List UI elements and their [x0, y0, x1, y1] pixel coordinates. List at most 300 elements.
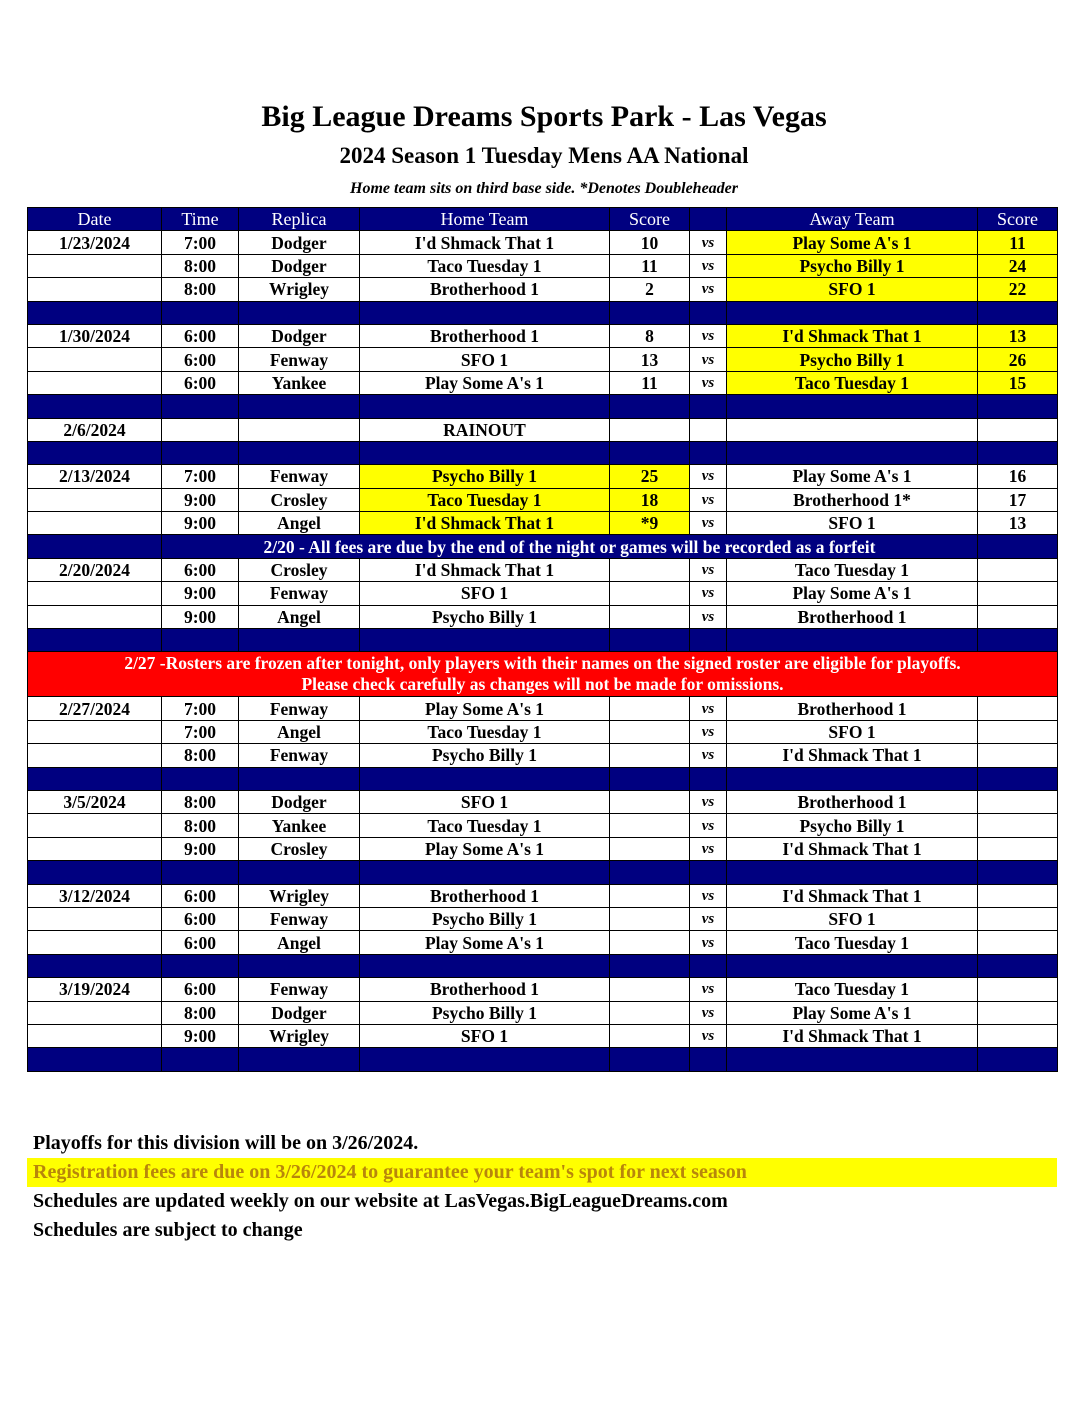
- away-team-cell: Taco Tuesday 1: [727, 931, 978, 954]
- col-replica: Replica: [239, 208, 360, 231]
- home-score-cell: *9: [610, 512, 690, 535]
- replica-cell: Fenway: [239, 697, 360, 720]
- replica-cell: Wrigley: [239, 884, 360, 907]
- away-score-cell: [978, 1001, 1058, 1024]
- away-score-cell: 15: [978, 371, 1058, 394]
- date-cell: [28, 1024, 162, 1047]
- home-team-cell: SFO 1: [360, 582, 610, 605]
- separator-cell: [360, 395, 610, 418]
- away-team-cell: Psycho Billy 1: [727, 348, 978, 371]
- time-cell: 6:00: [162, 978, 239, 1001]
- game-row: [28, 231, 1058, 254]
- vs-cell: vs: [690, 324, 727, 347]
- game-row: [28, 837, 1058, 860]
- date-cell: [28, 582, 162, 605]
- separator-cell: [28, 954, 162, 977]
- time-cell: 8:00: [162, 790, 239, 813]
- vs-cell: vs: [690, 1001, 727, 1024]
- header-row: [28, 208, 1058, 231]
- banner-spacer: [978, 535, 1058, 558]
- vs-cell: vs: [690, 978, 727, 1001]
- game-row: [28, 1024, 1058, 1047]
- game-row: [28, 324, 1058, 347]
- date-cell: [28, 605, 162, 628]
- separator-cell: [162, 395, 239, 418]
- away-score-cell: [978, 1024, 1058, 1047]
- separator-cell: [28, 395, 162, 418]
- separator-cell: [360, 441, 610, 464]
- home-team-cell: I'd Shmack That 1: [360, 558, 610, 581]
- away-score-cell: 26: [978, 348, 1058, 371]
- home-team-cell: Play Some A's 1: [360, 837, 610, 860]
- game-row: [28, 697, 1058, 720]
- vs-cell: vs: [690, 231, 727, 254]
- time-cell: 6:00: [162, 907, 239, 930]
- replica-cell: Fenway: [239, 348, 360, 371]
- game-row: [28, 418, 1058, 441]
- time-cell: 8:00: [162, 1001, 239, 1024]
- separator-cell: [610, 861, 690, 884]
- replica-cell: Dodger: [239, 324, 360, 347]
- time-cell: 9:00: [162, 1024, 239, 1047]
- separator-row: [28, 861, 1058, 884]
- separator-cell: [360, 629, 610, 652]
- home-score-cell: [610, 907, 690, 930]
- time-cell: 9:00: [162, 605, 239, 628]
- away-team-cell: SFO 1: [727, 907, 978, 930]
- away-team-cell: Play Some A's 1: [727, 582, 978, 605]
- game-row: [28, 720, 1058, 743]
- game-row: [28, 978, 1058, 1001]
- replica-cell: Dodger: [239, 231, 360, 254]
- away-score-cell: 22: [978, 278, 1058, 301]
- game-row: [28, 605, 1058, 628]
- time-cell: 8:00: [162, 254, 239, 277]
- replica-cell: Angel: [239, 605, 360, 628]
- replica-cell: Crosley: [239, 558, 360, 581]
- away-score-cell: [978, 697, 1058, 720]
- separator-cell: [162, 301, 239, 324]
- separator-row: [28, 301, 1058, 324]
- replica-cell: Fenway: [239, 978, 360, 1001]
- vs-cell: vs: [690, 348, 727, 371]
- separator-cell: [610, 629, 690, 652]
- separator-cell: [162, 767, 239, 790]
- separator-cell: [239, 629, 360, 652]
- home-score-cell: 2: [610, 278, 690, 301]
- time-cell: 6:00: [162, 348, 239, 371]
- home-team-cell: Psycho Billy 1: [360, 605, 610, 628]
- separator-row: [28, 954, 1058, 977]
- away-score-cell: [978, 931, 1058, 954]
- time-cell: 9:00: [162, 488, 239, 511]
- game-row: [28, 348, 1058, 371]
- home-team-cell: Brotherhood 1: [360, 884, 610, 907]
- separator-row: [28, 767, 1058, 790]
- fee-banner-row: [28, 535, 1058, 558]
- away-team-cell: Taco Tuesday 1: [727, 371, 978, 394]
- date-cell: 2/20/2024: [28, 558, 162, 581]
- away-score-cell: [978, 558, 1058, 581]
- game-row: [28, 465, 1058, 488]
- away-score-cell: [978, 418, 1058, 441]
- separator-cell: [162, 441, 239, 464]
- vs-cell: vs: [690, 1024, 727, 1047]
- separator-cell: [978, 301, 1058, 324]
- game-row: [28, 744, 1058, 767]
- separator-cell: [690, 954, 727, 977]
- time-cell: 7:00: [162, 231, 239, 254]
- separator-cell: [360, 767, 610, 790]
- home-score-cell: [610, 1024, 690, 1047]
- away-score-cell: [978, 837, 1058, 860]
- separator-cell: [978, 395, 1058, 418]
- separator-cell: [978, 1048, 1058, 1071]
- home-team-cell: Psycho Billy 1: [360, 744, 610, 767]
- home-score-cell: [610, 884, 690, 907]
- separator-cell: [727, 954, 978, 977]
- home-score-cell: [610, 790, 690, 813]
- vs-cell: vs: [690, 931, 727, 954]
- time-cell: [162, 418, 239, 441]
- home-team-cell: SFO 1: [360, 1024, 610, 1047]
- game-row: [28, 814, 1058, 837]
- date-cell: 3/12/2024: [28, 884, 162, 907]
- home-score-cell: 13: [610, 348, 690, 371]
- home-team-cell: Play Some A's 1: [360, 931, 610, 954]
- vs-cell: vs: [690, 884, 727, 907]
- replica-cell: Crosley: [239, 837, 360, 860]
- time-cell: 6:00: [162, 558, 239, 581]
- away-team-cell: I'd Shmack That 1: [727, 324, 978, 347]
- game-row: [28, 1001, 1058, 1024]
- vs-cell: vs: [690, 790, 727, 813]
- home-team-cell: SFO 1: [360, 790, 610, 813]
- time-cell: 8:00: [162, 744, 239, 767]
- separator-cell: [727, 1048, 978, 1071]
- separator-cell: [239, 395, 360, 418]
- home-team-cell: Brotherhood 1: [360, 978, 610, 1001]
- replica-cell: Dodger: [239, 790, 360, 813]
- vs-cell: vs: [690, 837, 727, 860]
- away-score-cell: [978, 978, 1058, 1001]
- separator-cell: [978, 441, 1058, 464]
- away-team-cell: Play Some A's 1: [727, 1001, 978, 1024]
- replica-cell: Wrigley: [239, 278, 360, 301]
- separator-cell: [28, 1048, 162, 1071]
- separator-cell: [28, 441, 162, 464]
- home-team-cell: Play Some A's 1: [360, 371, 610, 394]
- replica-cell: Angel: [239, 720, 360, 743]
- away-score-cell: 24: [978, 254, 1058, 277]
- separator-row: [28, 441, 1058, 464]
- replica-cell: Fenway: [239, 744, 360, 767]
- playoffs-note: Playoffs for this division will be on 3/26/2024.: [33, 1132, 419, 1154]
- home-score-cell: [610, 1001, 690, 1024]
- away-score-cell: [978, 605, 1058, 628]
- home-score-cell: 11: [610, 254, 690, 277]
- vs-cell: vs: [690, 488, 727, 511]
- date-cell: 2/27/2024: [28, 697, 162, 720]
- game-row: [28, 884, 1058, 907]
- away-score-cell: 13: [978, 324, 1058, 347]
- time-cell: 7:00: [162, 697, 239, 720]
- away-team-cell: Taco Tuesday 1: [727, 978, 978, 1001]
- separator-cell: [690, 1048, 727, 1071]
- home-score-cell: [610, 582, 690, 605]
- separator-cell: [727, 629, 978, 652]
- away-team-cell: Brotherhood 1*: [727, 488, 978, 511]
- time-cell: 9:00: [162, 512, 239, 535]
- time-cell: 6:00: [162, 884, 239, 907]
- date-cell: [28, 348, 162, 371]
- away-team-cell: I'd Shmack That 1: [727, 1024, 978, 1047]
- roster-notice-line-1: 2/27 -Rosters are frozen after tonight, only players with their names on the signed roster are eligible for playoffs.: [124, 653, 961, 674]
- away-score-cell: [978, 907, 1058, 930]
- col-vs: [690, 208, 727, 231]
- vs-cell: vs: [690, 814, 727, 837]
- away-team-cell: Taco Tuesday 1: [727, 558, 978, 581]
- away-score-cell: [978, 884, 1058, 907]
- date-cell: 3/19/2024: [28, 978, 162, 1001]
- away-team-cell: Psycho Billy 1: [727, 814, 978, 837]
- col-home-score: Score: [610, 208, 690, 231]
- game-row: [28, 278, 1058, 301]
- away-score-cell: [978, 744, 1058, 767]
- replica-cell: Crosley: [239, 488, 360, 511]
- home-team-cell: SFO 1: [360, 348, 610, 371]
- vs-cell: vs: [690, 582, 727, 605]
- time-cell: 8:00: [162, 814, 239, 837]
- registration-note: Registration fees are due on 3/26/2024 to guarantee your team's spot for next season: [27, 1158, 1057, 1187]
- vs-cell: vs: [690, 512, 727, 535]
- separator-row: [28, 1048, 1058, 1071]
- home-score-cell: 18: [610, 488, 690, 511]
- date-cell: [28, 931, 162, 954]
- away-team-cell: Brotherhood 1: [727, 605, 978, 628]
- date-cell: 2/13/2024: [28, 465, 162, 488]
- time-cell: 7:00: [162, 720, 239, 743]
- separator-cell: [239, 1048, 360, 1071]
- vs-cell: vs: [690, 744, 727, 767]
- home-team-cell: Brotherhood 1: [360, 324, 610, 347]
- replica-cell: Yankee: [239, 371, 360, 394]
- page-title: Big League Dreams Sports Park - Las Vegas: [261, 100, 827, 133]
- home-team-cell: Taco Tuesday 1: [360, 814, 610, 837]
- separator-cell: [239, 301, 360, 324]
- home-team-cell: Taco Tuesday 1: [360, 488, 610, 511]
- vs-cell: vs: [690, 558, 727, 581]
- away-team-cell: I'd Shmack That 1: [727, 837, 978, 860]
- away-team-cell: Brotherhood 1: [727, 697, 978, 720]
- away-score-cell: [978, 790, 1058, 813]
- separator-cell: [162, 954, 239, 977]
- game-row: [28, 371, 1058, 394]
- vs-cell: vs: [690, 907, 727, 930]
- away-score-cell: [978, 582, 1058, 605]
- away-score-cell: 17: [978, 488, 1058, 511]
- away-team-cell: I'd Shmack That 1: [727, 744, 978, 767]
- col-away-score: Score: [978, 208, 1058, 231]
- home-team-cell: Psycho Billy 1: [360, 1001, 610, 1024]
- col-home-team: Home Team: [360, 208, 610, 231]
- separator-cell: [239, 861, 360, 884]
- game-row: [28, 582, 1058, 605]
- away-team-cell: SFO 1: [727, 278, 978, 301]
- col-time: Time: [162, 208, 239, 231]
- home-score-cell: [610, 697, 690, 720]
- roster-notice-row: [28, 652, 1058, 697]
- separator-cell: [727, 301, 978, 324]
- game-row: [28, 931, 1058, 954]
- game-row: [28, 558, 1058, 581]
- date-cell: [28, 837, 162, 860]
- separator-cell: [978, 767, 1058, 790]
- separator-cell: [610, 441, 690, 464]
- away-team-cell: [727, 418, 978, 441]
- roster-notice-line-2: Please check carefully as changes will not be made for omissions.: [301, 674, 784, 695]
- separator-cell: [239, 954, 360, 977]
- schedule-body: [28, 231, 1058, 1071]
- page-subtitle: 2024 Season 1 Tuesday Mens AA National: [339, 143, 749, 168]
- away-team-cell: I'd Shmack That 1: [727, 884, 978, 907]
- away-score-cell: [978, 814, 1058, 837]
- separator-cell: [360, 954, 610, 977]
- home-team-cell: Brotherhood 1: [360, 278, 610, 301]
- home-score-cell: [610, 744, 690, 767]
- away-team-cell: Play Some A's 1: [727, 231, 978, 254]
- separator-cell: [610, 301, 690, 324]
- home-team-cell: Taco Tuesday 1: [360, 254, 610, 277]
- away-team-cell: Play Some A's 1: [727, 465, 978, 488]
- home-score-cell: [610, 978, 690, 1001]
- separator-cell: [690, 395, 727, 418]
- separator-cell: [978, 629, 1058, 652]
- replica-cell: Angel: [239, 931, 360, 954]
- vs-cell: vs: [690, 371, 727, 394]
- date-cell: [28, 512, 162, 535]
- replica-cell: Yankee: [239, 814, 360, 837]
- vs-cell: [690, 418, 727, 441]
- home-team-cell: RAINOUT: [360, 418, 610, 441]
- separator-cell: [28, 301, 162, 324]
- separator-cell: [727, 861, 978, 884]
- col-away-team: Away Team: [727, 208, 978, 231]
- roster-notice: [28, 652, 1058, 697]
- separator-cell: [162, 629, 239, 652]
- separator-row: [28, 629, 1058, 652]
- away-team-cell: SFO 1: [727, 512, 978, 535]
- vs-cell: vs: [690, 720, 727, 743]
- time-cell: 8:00: [162, 278, 239, 301]
- separator-cell: [610, 767, 690, 790]
- game-row: [28, 907, 1058, 930]
- home-team-cell: Psycho Billy 1: [360, 907, 610, 930]
- footer: [27, 1129, 1057, 1245]
- separator-row: [28, 395, 1058, 418]
- time-cell: 6:00: [162, 324, 239, 347]
- home-score-cell: [610, 605, 690, 628]
- separator-cell: [360, 1048, 610, 1071]
- vs-cell: vs: [690, 605, 727, 628]
- home-score-cell: [610, 814, 690, 837]
- separator-cell: [28, 767, 162, 790]
- away-team-cell: SFO 1: [727, 720, 978, 743]
- separator-cell: [28, 861, 162, 884]
- time-cell: 6:00: [162, 931, 239, 954]
- home-score-cell: 10: [610, 231, 690, 254]
- separator-cell: [978, 861, 1058, 884]
- date-cell: [28, 254, 162, 277]
- change-note: Schedules are subject to change: [33, 1219, 303, 1241]
- home-score-cell: [610, 418, 690, 441]
- date-cell: [28, 1001, 162, 1024]
- separator-cell: [690, 301, 727, 324]
- home-team-cell: Psycho Billy 1: [360, 465, 610, 488]
- website-note: Schedules are updated weekly on our website at LasVegas.BigLeagueDreams.com: [33, 1190, 728, 1212]
- date-cell: [28, 907, 162, 930]
- replica-cell: Wrigley: [239, 1024, 360, 1047]
- replica-cell: Fenway: [239, 582, 360, 605]
- date-cell: [28, 371, 162, 394]
- home-score-cell: [610, 837, 690, 860]
- separator-cell: [727, 441, 978, 464]
- home-score-cell: 11: [610, 371, 690, 394]
- vs-cell: vs: [690, 254, 727, 277]
- separator-cell: [162, 861, 239, 884]
- away-score-cell: 16: [978, 465, 1058, 488]
- separator-cell: [239, 767, 360, 790]
- home-team-cell: I'd Shmack That 1: [360, 231, 610, 254]
- away-score-cell: 13: [978, 512, 1058, 535]
- separator-cell: [690, 767, 727, 790]
- separator-cell: [360, 301, 610, 324]
- separator-cell: [610, 1048, 690, 1071]
- date-cell: 2/6/2024: [28, 418, 162, 441]
- replica-cell: Angel: [239, 512, 360, 535]
- game-row: [28, 790, 1058, 813]
- replica-cell: Dodger: [239, 254, 360, 277]
- separator-cell: [690, 441, 727, 464]
- schedule-table: [27, 207, 1058, 1072]
- separator-cell: [239, 441, 360, 464]
- fee-banner: 2/20 - All fees are due by the end of the night or games will be recorded as a forfeit: [162, 535, 978, 558]
- home-team-cell: I'd Shmack That 1: [360, 512, 610, 535]
- banner-spacer: [28, 535, 162, 558]
- home-team-cell: Taco Tuesday 1: [360, 720, 610, 743]
- vs-cell: vs: [690, 465, 727, 488]
- home-score-cell: [610, 558, 690, 581]
- time-cell: 7:00: [162, 465, 239, 488]
- date-cell: 1/30/2024: [28, 324, 162, 347]
- game-row: [28, 512, 1058, 535]
- date-cell: [28, 278, 162, 301]
- home-score-cell: 25: [610, 465, 690, 488]
- replica-cell: Fenway: [239, 907, 360, 930]
- time-cell: 9:00: [162, 837, 239, 860]
- separator-cell: [978, 954, 1058, 977]
- away-score-cell: 11: [978, 231, 1058, 254]
- date-cell: 1/23/2024: [28, 231, 162, 254]
- replica-cell: [239, 418, 360, 441]
- away-team-cell: Psycho Billy 1: [727, 254, 978, 277]
- replica-cell: Dodger: [239, 1001, 360, 1024]
- separator-cell: [727, 767, 978, 790]
- home-team-cell: Play Some A's 1: [360, 697, 610, 720]
- col-date: Date: [28, 208, 162, 231]
- game-row: [28, 254, 1058, 277]
- separator-cell: [690, 861, 727, 884]
